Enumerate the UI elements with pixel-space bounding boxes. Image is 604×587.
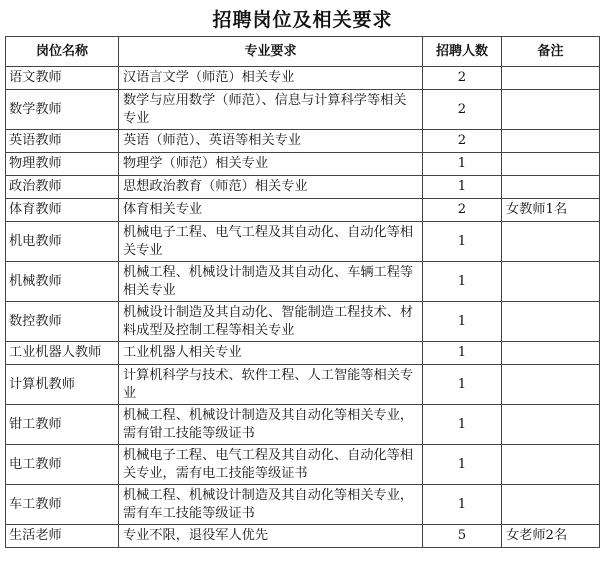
requirement-cell: 机械工程、机械设计制造及其自动化等相关专业，需有车工技能等级证书 xyxy=(119,485,423,525)
count-cell: 1 xyxy=(423,302,502,342)
table-row xyxy=(6,153,600,176)
table-row xyxy=(6,525,600,548)
requirement-cell: 计算机科学与技术、软件工程、人工智能等相关专业 xyxy=(119,365,423,405)
recruitment-table xyxy=(5,36,600,548)
count-cell: 1 xyxy=(423,445,502,485)
requirement-cell: 机械电子工程、电气工程及其自动化、自动化等相关专业，需有电工技能等级证书 xyxy=(119,445,423,485)
position-cell: 英语教师 xyxy=(6,130,119,153)
count-cell: 1 xyxy=(423,262,502,302)
header-requirement: 专业要求 xyxy=(119,37,423,67)
note-cell: 女教师1名 xyxy=(502,199,600,222)
requirement-cell: 机械工程、机械设计制造及其自动化等相关专业，需有钳工技能等级证书 xyxy=(119,405,423,445)
note-cell xyxy=(502,342,600,365)
position-cell: 物理教师 xyxy=(6,153,119,176)
note-cell xyxy=(502,222,600,262)
note-cell xyxy=(502,67,600,90)
position-cell: 工业机器人教师 xyxy=(6,342,119,365)
requirement-cell: 数学与应用数学（师范）、信息与计算科学等相关专业 xyxy=(119,90,423,130)
table-row xyxy=(6,90,600,130)
table-header-row xyxy=(6,37,600,67)
note-cell: 女老师2名 xyxy=(502,525,600,548)
position-cell: 生活老师 xyxy=(6,525,119,548)
note-cell xyxy=(502,405,600,445)
table-row xyxy=(6,445,600,485)
header-note: 备注 xyxy=(502,37,600,67)
position-cell: 机电教师 xyxy=(6,222,119,262)
position-cell: 政治教师 xyxy=(6,176,119,199)
count-cell: 2 xyxy=(423,199,502,222)
position-cell: 车工教师 xyxy=(6,485,119,525)
table-row xyxy=(6,130,600,153)
count-cell: 1 xyxy=(423,222,502,262)
position-cell: 计算机教师 xyxy=(6,365,119,405)
requirement-cell: 英语（师范）、英语等相关专业 xyxy=(119,130,423,153)
position-cell: 体育教师 xyxy=(6,199,119,222)
table-row xyxy=(6,342,600,365)
page-title: 招聘岗位及相关要求 xyxy=(212,9,393,31)
table-row xyxy=(6,485,600,525)
table-row xyxy=(6,405,600,445)
count-cell: 1 xyxy=(423,342,502,365)
header-count: 招聘人数 xyxy=(423,37,502,67)
requirement-cell: 机械工程、机械设计制造及其自动化、车辆工程等相关专业 xyxy=(119,262,423,302)
table-row xyxy=(6,176,600,199)
position-cell: 电工教师 xyxy=(6,445,119,485)
position-cell: 机械教师 xyxy=(6,262,119,302)
position-cell: 语文教师 xyxy=(6,67,119,90)
note-cell xyxy=(502,365,600,405)
note-cell xyxy=(502,176,600,199)
requirement-cell: 汉语言文学（师范）相关专业 xyxy=(119,67,423,90)
position-cell: 数学教师 xyxy=(6,90,119,130)
note-cell xyxy=(502,90,600,130)
note-cell xyxy=(502,485,600,525)
note-cell xyxy=(502,262,600,302)
requirement-cell: 专业不限，退役军人优先 xyxy=(119,525,423,548)
position-cell: 钳工教师 xyxy=(6,405,119,445)
requirement-cell: 体育相关专业 xyxy=(119,199,423,222)
requirement-cell: 机械设计制造及其自动化、智能制造工程技术、材料成型及控制工程等相关专业 xyxy=(119,302,423,342)
header-position: 岗位名称 xyxy=(6,37,119,67)
count-cell: 2 xyxy=(423,90,502,130)
table-row xyxy=(6,222,600,262)
requirement-cell: 思想政治教育（师范）相关专业 xyxy=(119,176,423,199)
count-cell: 1 xyxy=(423,176,502,199)
requirement-cell: 物理学（师范）相关专业 xyxy=(119,153,423,176)
table-row xyxy=(6,302,600,342)
note-cell xyxy=(502,130,600,153)
count-cell: 2 xyxy=(423,67,502,90)
count-cell: 1 xyxy=(423,153,502,176)
count-cell: 1 xyxy=(423,405,502,445)
requirement-cell: 机械电子工程、电气工程及其自动化、自动化等相关专业 xyxy=(119,222,423,262)
table-row xyxy=(6,67,600,90)
note-cell xyxy=(502,445,600,485)
count-cell: 1 xyxy=(423,485,502,525)
table-row xyxy=(6,199,600,222)
count-cell: 1 xyxy=(423,365,502,405)
position-cell: 数控教师 xyxy=(6,302,119,342)
note-cell xyxy=(502,302,600,342)
requirement-cell: 工业机器人相关专业 xyxy=(119,342,423,365)
table-row xyxy=(6,365,600,405)
table-row xyxy=(6,262,600,302)
count-cell: 2 xyxy=(423,130,502,153)
note-cell xyxy=(502,153,600,176)
count-cell: 5 xyxy=(423,525,502,548)
